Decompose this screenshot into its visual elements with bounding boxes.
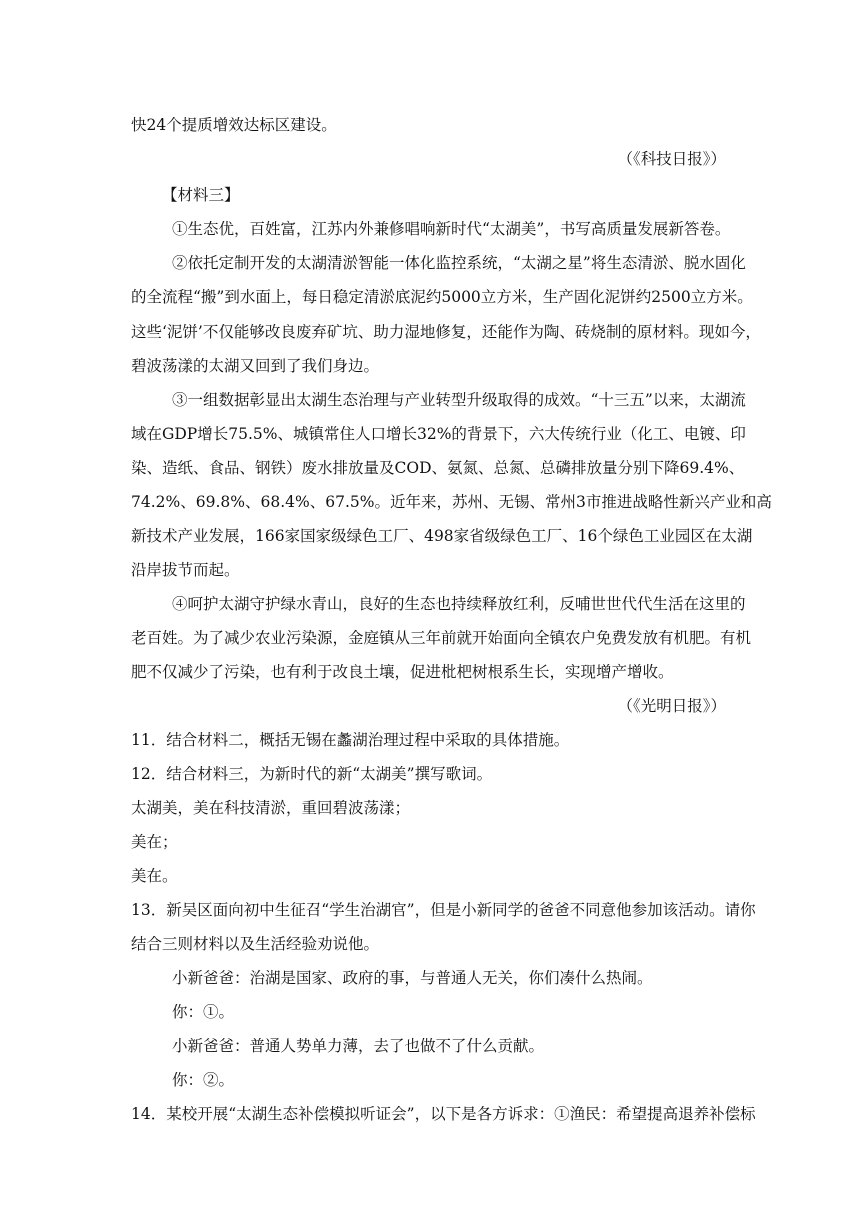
section-heading: 【材料三】 [162,186,240,204]
paragraph-line: 74.2%、69.8%、68.4%、67.5%。近年来，苏州、无锡、常州3市推进战略性新兴产业和高 [131,493,772,511]
paragraph-line: 染、造纸、食品、钢铁）废水排放量及COD、氨氮、总氮、总磷排放量分别下降69.4%、 [131,459,745,477]
paragraph-line: 新技术产业发展，166家国家级绿色工厂、498家省级绿色工厂、16个绿色工业园区在太湖 [131,527,753,545]
lyric-line: 美在。 [131,867,178,885]
question-13-cont: 结合三则材料以及生活经验劝说他。 [131,935,380,953]
paragraph-line: 的全流程“搬”到水面上，每日稳定清淤底泥约5000立方米，生产固化泥饼约2500立方米。 [131,288,753,306]
paragraph-line: 域在GDP增长75.5%、城镇常住人口增长32%的背景下，六大传统行业（化工、电镀、印 [131,425,746,443]
source-citation: （《光明日报》） [617,697,726,715]
paragraph-line: 老百姓。为了减少农业污染源，金庭镇从三年前就开始面向全镇农户免费发放有机肥。有机 [131,629,752,647]
paragraph-line: ①生态优，百姓富，江苏内外兼修唱响新时代“太湖美”，书写高质量发展新答卷。 [172,220,731,238]
text-line: 快24个提质增效达标区建设。 [131,116,337,134]
paragraph-line: 沿岸拔节而起。 [131,561,240,579]
dialogue-line: 你：①。 [172,1003,235,1021]
paragraph-line: ④呵护太湖守护绿水青山，良好的生态也持续释放红利，反哺世世代代生活在这里的 [172,595,746,613]
question-14: 14．某校开展“太湖生态补偿模拟听证会”，以下是各方诉求：①渔民：希望提高退养补偿标 [131,1105,756,1123]
lyric-line: 太湖美，美在科技清淤，重回碧波荡漾； [131,799,411,817]
dialogue-line: 小新爸爸：治湖是国家、政府的事，与普通人无关，你们凑什么热闹。 [172,969,653,987]
paragraph-line: 肥不仅减少了污染，也有利于改良土壤，促进枇杷树根系生长，实现增产增收。 [131,663,674,681]
source-citation: （《科技日报》） [617,150,726,168]
paragraph-line: ②依托定制开发的太湖清淤智能一体化监控系统，“太湖之星”将生态清淤、脱水固化 [172,254,746,272]
question-13: 13．新吴区面向初中生征召“学生治湖官”，但是小新同学的爸爸不同意他参加该活动。请你 [131,901,756,919]
dialogue-line: 小新爸爸：普通人势单力薄，去了也做不了什么贡献。 [172,1037,545,1055]
paragraph-line: ③一组数据彰显出太湖生态治理与产业转型升级取得的成效。“十三五”以来，太湖流 [172,391,746,409]
dialogue-line: 你：②。 [172,1071,235,1089]
lyric-line: 美在； [131,833,178,851]
paragraph-line: 碧波荡漾的太湖又回到了我们身边。 [131,357,380,375]
question-12: 12．结合材料三，为新时代的新“太湖美”撰写歌词。 [131,765,493,783]
question-11: 11．结合材料二，概括无锡在蠡湖治理过程中采取的具体措施。 [131,731,570,749]
paragraph-line: 这些‘泥饼’不仅能够改良废弃矿坑、助力湿地修复，还能作为陶、砖烧制的原材料。现如今， [131,323,761,341]
